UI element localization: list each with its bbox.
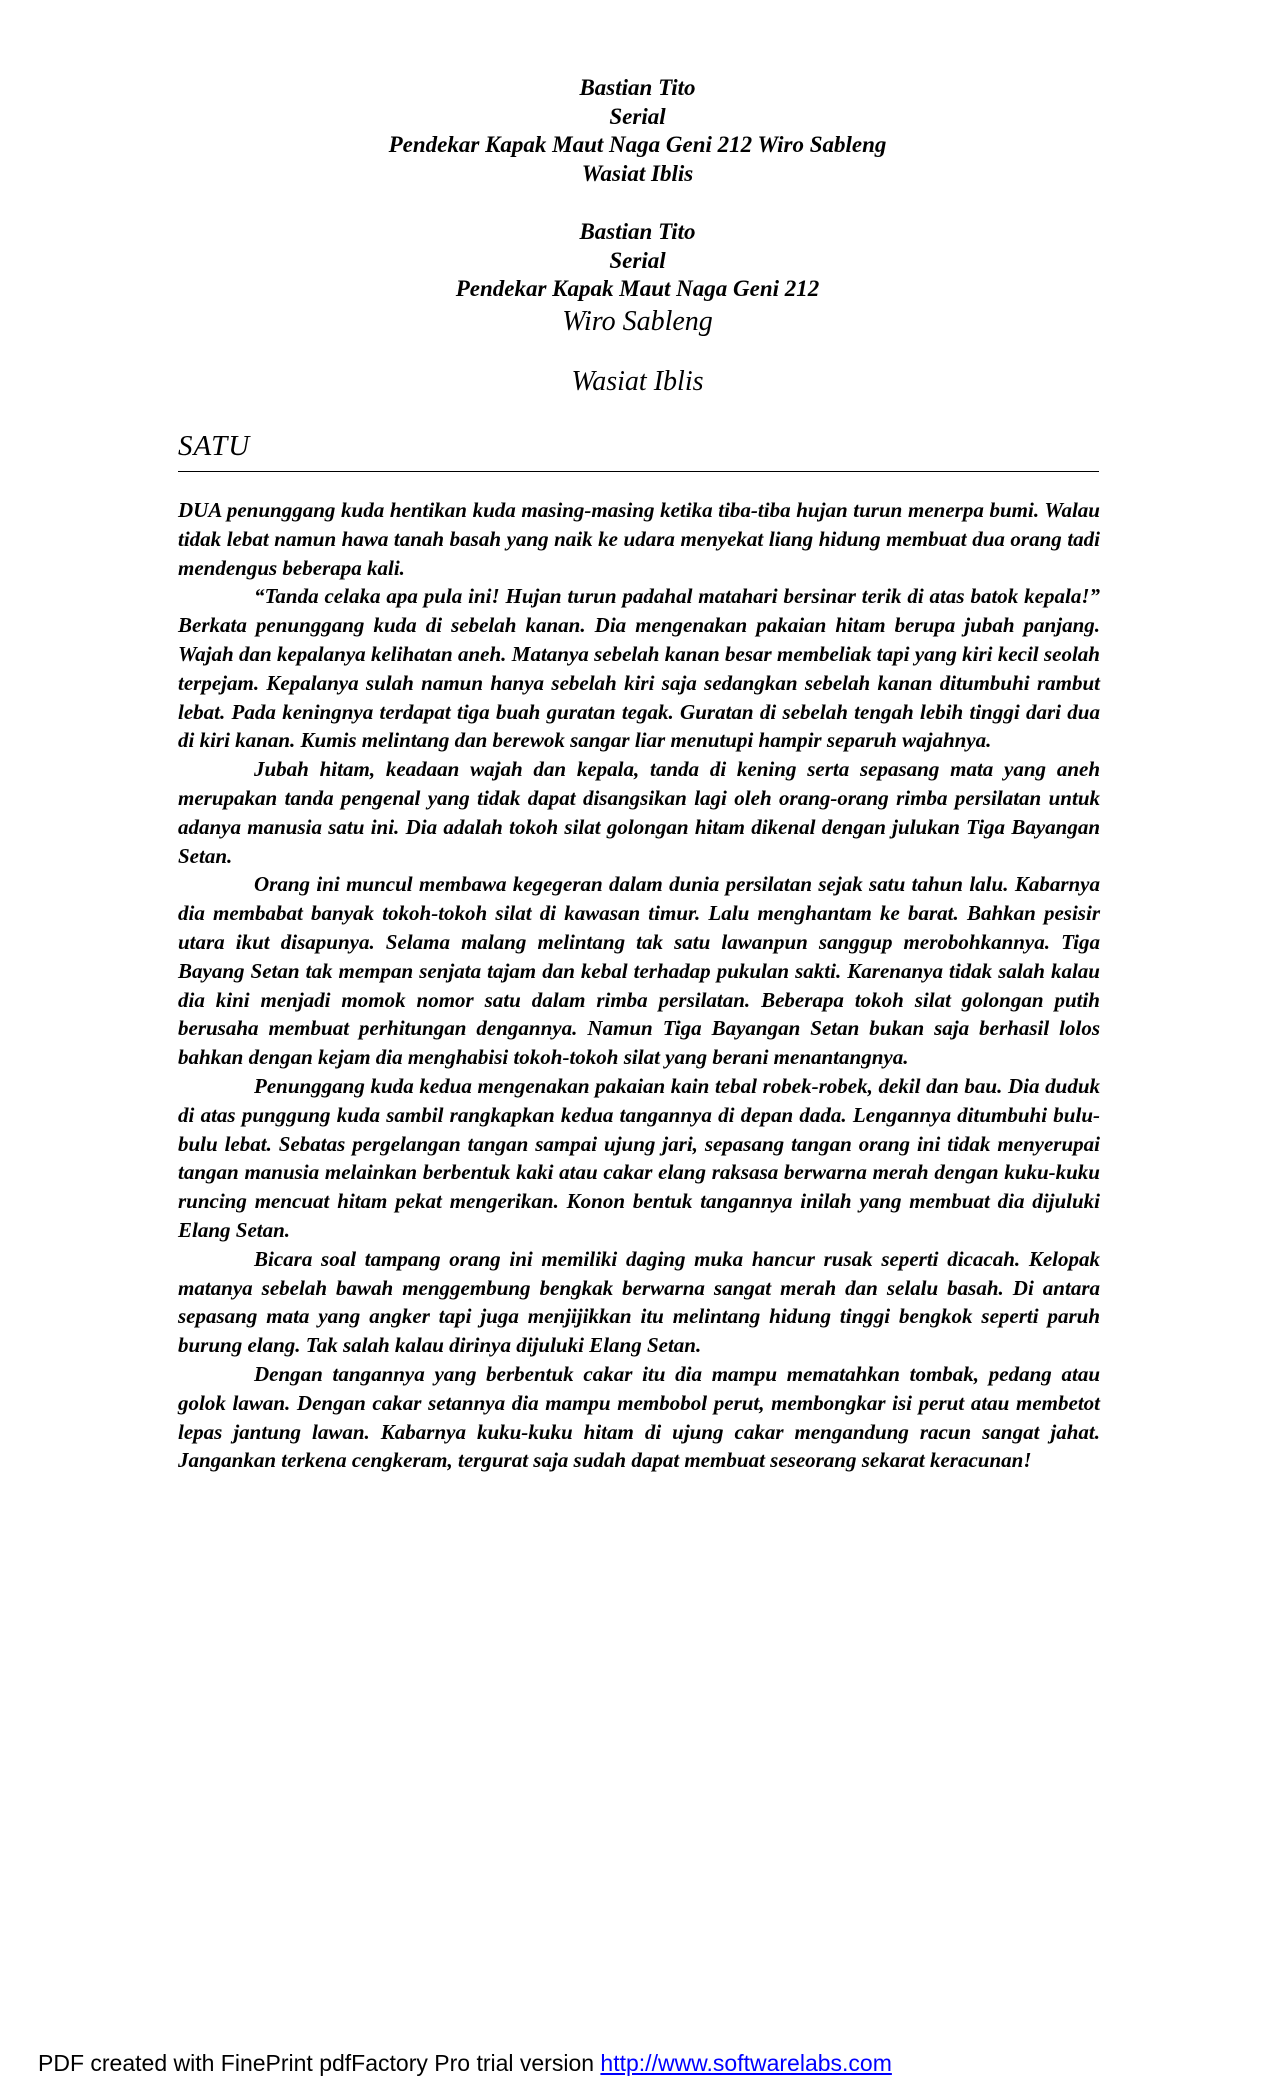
footer-text: PDF created with FinePrint pdfFactory Pro trial version — [38, 2050, 601, 2076]
paragraph: Jubah hitam, keadaan wajah dan kepala, tanda di kening serta sepasang mata yang aneh merupakan tanda pengenal yang tidak dapat disangsikan lagi oleh orang-orang rimba persilatan untuk adanya manusia satu ini. Dia adalah tokoh silat golongan hitam dikenal dengan julukan Tiga Bayangan Setan. — [178, 757, 1100, 868]
header-block-top — [0, 74, 1275, 188]
hero-name: Wiro Sableng — [562, 306, 713, 337]
paragraph: “Tanda celaka apa pula ini! Hujan turun padahal matahari bersinar terik di atas batok kepala!” Berkata penunggang kuda di sebelah kanan. Dia mengenakan pakaian hitam berupa jubah panjang. Wajah dan kepalanya kelihatan aneh. Matanya sebelah kanan besar membeliak tapi yang kiri kecil seolah terpejam. Kepalanya sulah namun hanya sebelah kiri saja sedangkan sebelah kanan ditumbuhi rambut lebat. Pada keningnya terdapat tiga buah guratan tegak. Guratan di sebelah tengah lebih tinggi dari dua di kiri kanan. Kumis melintang dan berewok sangar liar menutupi hampir separuh wajahnya. — [178, 584, 1100, 753]
paragraph: Dengan tangannya yang berbentuk cakar itu dia mampu mematahkan tombak, pedang atau golok lawan. Dengan cakar setannya dia mampu membobol perut, membongkar isi perut atau membetot lepas jantung lawan. Kabarnya kuku-kuku hitam di ujung cakar mengandung racun sangat jahat. Jangankan terkena cengkeram, tergurat saja sudah dapat membuat seseorang sekarat keracunan! — [178, 1361, 1100, 1473]
paragraph: Penunggang kuda kedua mengenakan pakaian kain tebal robek-robek, dekil dan bau. Dia duduk di atas punggung kuda sambil rangkapkan kedua tangannya di depan dada. Lengannya ditumbuhi bulu-bulu lebat. Sebatas pergelangan tangan sampai ujung jari, sepasang tangan orang ini tidak menyerupai tangan manusia melainkan berbentuk kaki atau cakar elang raksasa berwarna merah dengan kuku-kuku runcing mencuat hitam pekat mengerikan. Konon bentuk tangannya inilah yang membuat dia dijuluki Elang Setan. — [178, 1073, 1100, 1242]
book-title: Wasiat Iblis — [571, 366, 704, 397]
story-body — [178, 496, 1100, 1475]
header-series-name: Pendekar Kapak Maut Naga Geni 212 Wiro Sableng — [388, 132, 887, 157]
chapter-divider — [178, 471, 1099, 472]
header-author: Bastian Tito — [579, 75, 696, 100]
header-series-name: Pendekar Kapak Maut Naga Geni 212 — [455, 276, 820, 301]
paragraph: Orang ini muncul membawa kegegeran dalam dunia persilatan sejak satu tahun lalu. Kabarnya dia membabat banyak tokoh-tokoh silat di kawasan timur. Lalu menghantam ke barat. Bahkan pesisir utara ikut disapunya. Selama malang melintang tak satu lawanpun sanggup merobohkannya. Tiga Bayang Setan tak mempan senjata tajam dan kebal terhadap pukulan sakti. Karenanya tidak salah kalau dia kini menjadi momok nomor satu dalam rimba persilatan. Beberapa tokoh silat golongan putih berusaha membuat perhitungan dengannya. Namun Tiga Bayangan Setan bukan saja berhasil lolos bahkan dengan kejam dia menghabisi tokoh-tokoh silat yang berani menantangnya. — [178, 872, 1100, 1070]
paragraph: DUA penunggang kuda hentikan kuda masing-masing ketika tiba-tiba hujan turun menerpa bumi. Walau tidak lebat namun hawa tanah basah yang naik ke udara menyekat liang hidung membuat dua orang tadi mendengus beberapa kali. — [178, 498, 1100, 580]
chapter-title: SATU — [178, 430, 251, 462]
header-series-label: Serial — [609, 247, 666, 273]
header-series-label: Serial — [609, 103, 666, 129]
paragraph: Bicara soal tampang orang ini memiliki daging muka hancur rusak seperti dicacah. Kelopak matanya sebelah bawah menggembung bengkak berwarna sangat merah dan selalu basah. Di antara sepasang mata yang angker tapi juga menjijikkan itu melintang hidung tinggi bengkok seperti paruh burung elang. Tak salah kalau dirinya dijuluki Elang Setan. — [178, 1246, 1100, 1358]
header-author: Bastian Tito — [579, 219, 696, 244]
header-block-second — [0, 218, 1275, 304]
header-title: Wasiat Iblis — [581, 160, 694, 186]
pdf-footer — [38, 2050, 892, 2077]
footer-link[interactable]: http://www.softwarelabs.com — [600, 2050, 892, 2076]
